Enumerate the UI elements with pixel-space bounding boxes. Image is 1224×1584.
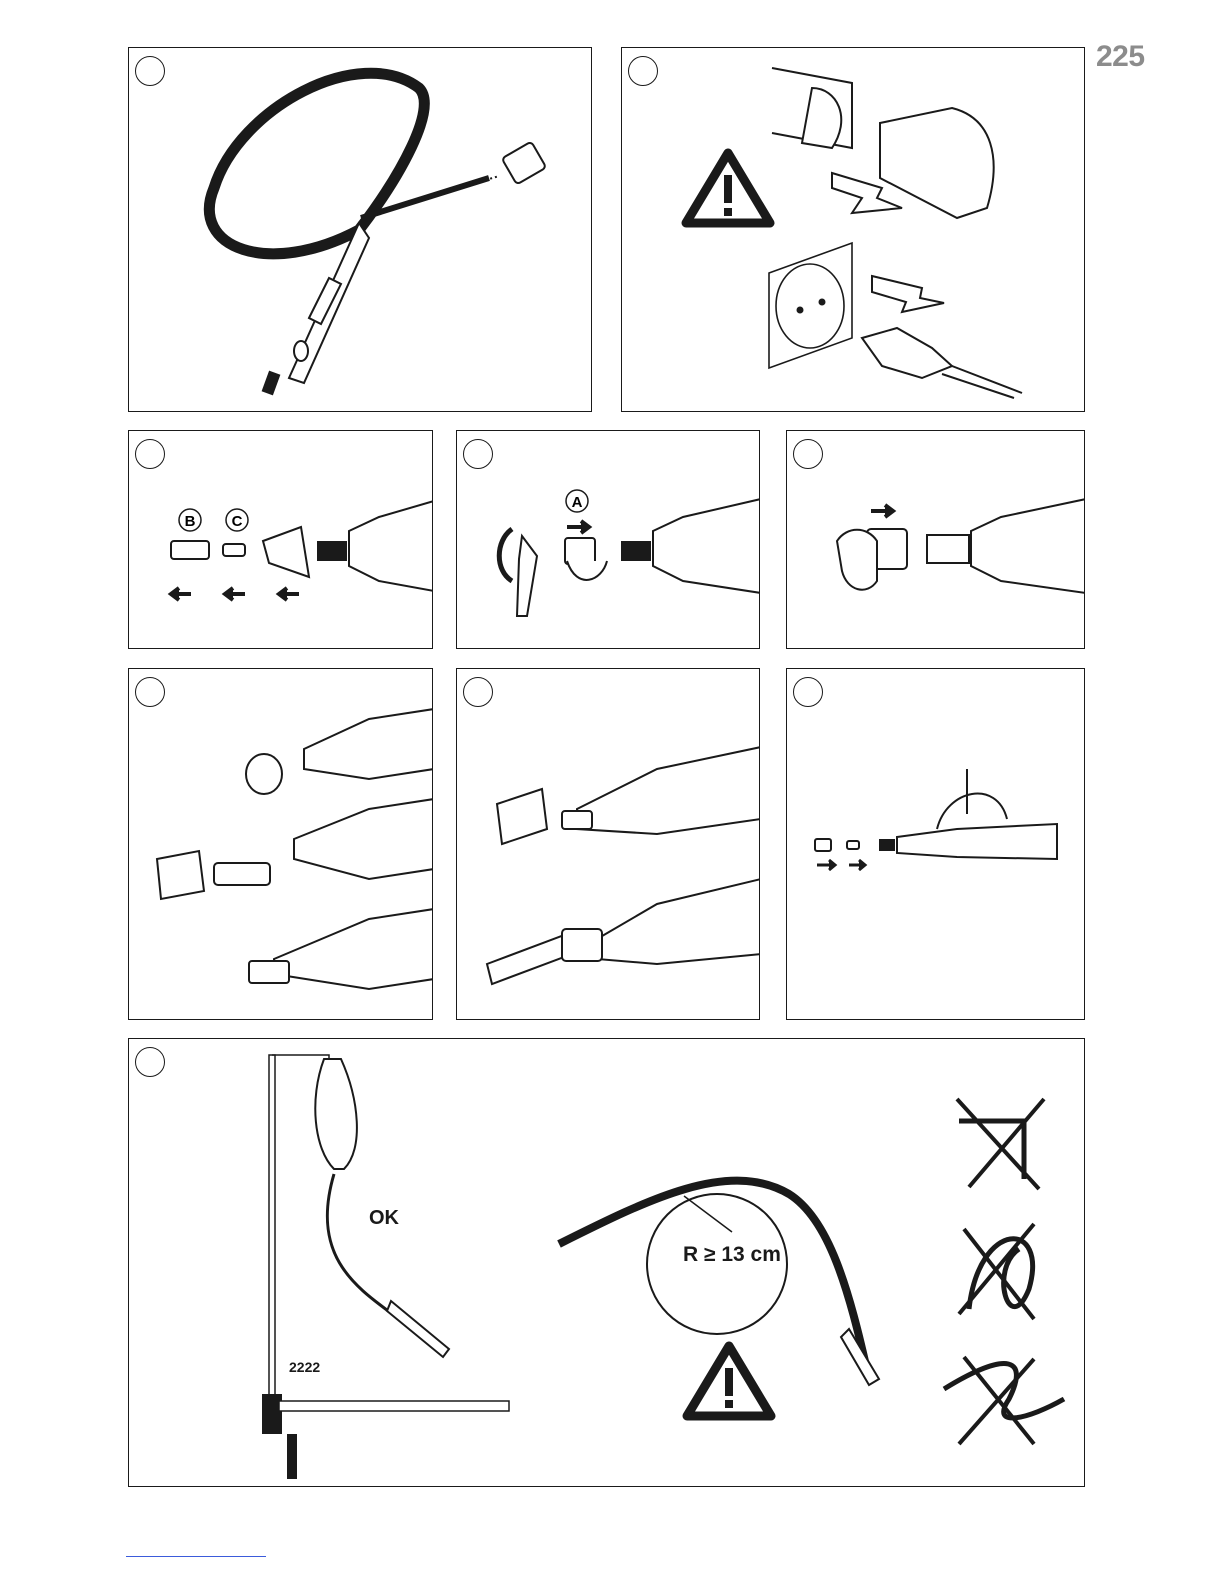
panel-9-bending-radius bbox=[128, 1038, 1085, 1487]
attach-cap-illustration bbox=[787, 431, 1085, 649]
wrench-illustration bbox=[457, 431, 760, 649]
assemble-attachment-illustration bbox=[129, 669, 433, 1020]
model-number-label: 2222 bbox=[289, 1359, 321, 1375]
incorrect-sharp-bend-icon bbox=[957, 1099, 1044, 1189]
flex-shaft-illustration bbox=[129, 48, 592, 412]
unplug-illustration bbox=[622, 48, 1085, 412]
ok-label: OK bbox=[369, 1207, 399, 1229]
label-c: C bbox=[231, 513, 243, 530]
panel-8-handpiece-bit bbox=[786, 668, 1085, 1020]
panel-7-connect-flex-shaft bbox=[456, 668, 760, 1020]
incorrect-twist-icon bbox=[944, 1357, 1064, 1444]
panel-5-attach-cap bbox=[786, 430, 1085, 649]
min-radius-label: R ≥ 13 cm bbox=[683, 1243, 781, 1266]
footer-link-underline bbox=[126, 1556, 266, 1557]
remove-parts-illustration bbox=[129, 431, 433, 649]
page-number: 225 bbox=[1096, 40, 1145, 73]
panel-3-remove-parts bbox=[128, 430, 433, 649]
panel-1-flex-shaft-overview bbox=[128, 47, 592, 412]
handpiece-illustration bbox=[787, 669, 1085, 1020]
connect-shaft-illustration bbox=[457, 669, 760, 1020]
label-a: A bbox=[571, 494, 583, 511]
bending-radius-illustration bbox=[129, 1039, 1085, 1487]
label-b: B bbox=[184, 513, 196, 530]
incorrect-loop-icon bbox=[959, 1224, 1034, 1319]
panel-2-unplug-warning bbox=[621, 47, 1085, 412]
panel-4-wrench-collet bbox=[456, 430, 760, 649]
panel-6-assemble-attachment bbox=[128, 668, 433, 1020]
